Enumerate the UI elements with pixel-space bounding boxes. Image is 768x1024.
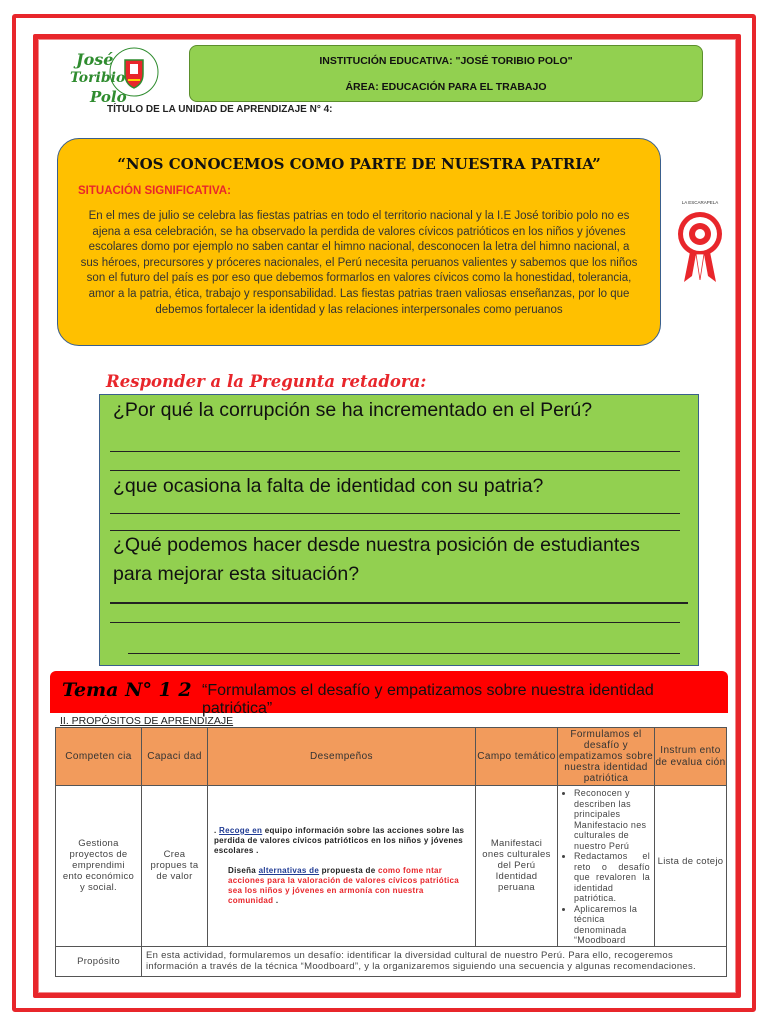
learning-purposes-table — [55, 727, 727, 977]
cell-proposito-text: En esta actividad, formularemos un desafío: identificar la diversidad cultural de nuestro Perú. Para ello, recogeremos información a través de la técnica “Moodboard”, y la organizaremos siguiendo una secuencia y algunas recomendaciones. — [142, 946, 727, 976]
logo-word-2: Toribio — [70, 70, 126, 86]
situation-text: En el mes de julio se celebra las fiestas patrias en todo el territorio nacional y la I.E José toribio polo no es ajena a esa celebración, se ha observado la perdida de valores cívicos patrióticos en los niños y jóvenes escolares domo por ejemplo no saben cantar el himno nacional, desconocen la letra del himno nacional, a sus héroes, precursores y próceres nacionales, el Perú necesita peruanos valientes y sabemos que los niños son el futuro del país es por eso que debemos formarlos en valores cívicos como la honestidad, tolerancia, amor a la patria, ética, trabajo y responsabilidad. Las fiestas patrias traen valiosas enseñanzas, por lo que debemos fortalecer la identidad y las relaciones interpersonales como peruanos — [80, 210, 638, 316]
cell-desempenos — [208, 786, 476, 947]
cell-capacidad: Crea propues ta de valor — [142, 786, 208, 947]
question-1: ¿Por qué la corrupción se ha incrementado en el Perú? — [113, 399, 593, 421]
desempeno-2-end: . — [273, 895, 279, 905]
section-heading: II. PROPÓSITOS DE APRENDIZAJE — [60, 715, 234, 727]
desempeno-2-highlight: como fome ntar acciones para la valoración de valores cívicos patriótica sea los niños y jóvenes en armonía con nuestra comunidad — [228, 865, 459, 905]
desempeno-2-mid: propuesta de — [319, 865, 378, 875]
desempeno-1-text: equipo información sobre las acciones sobre las perdida de valores cívicos patrióticos en los niños y jóvenes escolares . — [214, 825, 465, 855]
logo-word-1: José — [76, 50, 114, 69]
desempeno-2-prefix: Diseña — [228, 865, 259, 875]
table-row — [56, 786, 727, 947]
tema-label: Tema N° 1 2 — [62, 679, 192, 701]
question-3b: para mejorar esta situación? — [113, 563, 360, 585]
tema-banner — [50, 671, 728, 717]
desempeno-2 — [214, 866, 469, 906]
institution-name: INSTITUCIÓN EDUCATIVA: "JOSÉ TORIBIO POLO" — [319, 55, 573, 67]
svg-text:LA ESCARAPELA: LA ESCARAPELA — [681, 200, 719, 205]
situation-label: SITUACIÓN SIGNIFICATIVA: — [78, 185, 231, 197]
cell-actividades — [558, 786, 655, 947]
list-item: • Aplicaremos la técnica denominada “Moodboard — [574, 904, 650, 946]
cell-instrumento: Lista de cotejo — [655, 786, 727, 947]
rosette-icon — [672, 196, 728, 286]
header-instrumento: Instrum ento de evalua ción — [655, 728, 727, 786]
cell-campo: Manifestaci ones culturales del Perú Identidad peruana — [476, 786, 558, 947]
unit-title: TÍTULO DE LA UNIDAD DE APRENDIZAJE N° 4: — [107, 104, 333, 115]
desempeno-1 — [214, 826, 469, 856]
table-header-row — [56, 728, 727, 786]
question-3a: ¿Qué podemos hacer desde nuestra posición de estudiantes — [113, 534, 640, 556]
answer-line — [128, 653, 680, 654]
header-capacidad: Capaci dad — [142, 728, 208, 786]
logo-word-3: Polo — [90, 88, 127, 106]
answer-line — [110, 602, 688, 604]
cell-competencia: Gestiona proyectos de emprendimi ento económico y social. — [56, 786, 142, 947]
institution-header — [189, 45, 703, 102]
header-campo: Campo temático — [476, 728, 558, 786]
question-2: ¿que ocasiona la falta de identidad con su patria? — [113, 475, 544, 497]
header-competencia: Competen cia — [56, 728, 142, 786]
challenge-label: Responder a la Pregunta retadora: — [106, 372, 427, 391]
answer-line — [110, 513, 680, 514]
school-logo — [70, 42, 182, 112]
question-box — [99, 394, 699, 666]
situation-box — [57, 138, 661, 346]
answer-line — [110, 530, 680, 531]
area-name: ÁREA: EDUCACIÓN PARA EL TRABAJO — [345, 81, 547, 93]
header-desempenos: Desempeños — [208, 728, 476, 786]
desempeno-1-keyword: Recoge en — [219, 825, 263, 835]
answer-line — [110, 470, 680, 471]
tema-subtitle: “Formulamos el desafío y empatizamos sobre nuestra identidad patriótica” — [202, 682, 654, 717]
list-item: • Reconocen y describen las principales Manifestacio nes culturales de nuestro Perú — [574, 788, 650, 851]
table-row — [56, 946, 727, 976]
desempeno-2-keyword: alternativas de — [258, 865, 320, 875]
answer-line — [110, 622, 680, 623]
answer-line — [110, 451, 680, 452]
desempeno-1-prefix: . — [214, 825, 220, 835]
cell-proposito-label: Propósito — [56, 946, 142, 976]
unit-name: “NOS CONOCEMOS COMO PARTE DE NUESTRA PATRIA” — [117, 155, 601, 173]
list-item: • Redactamos el reto o desafío que revaloren la identidad patriótica. — [574, 851, 650, 904]
header-actividades: Formulamos el desafío y empatizamos sobre nuestra identidad patriótica — [558, 729, 654, 784]
